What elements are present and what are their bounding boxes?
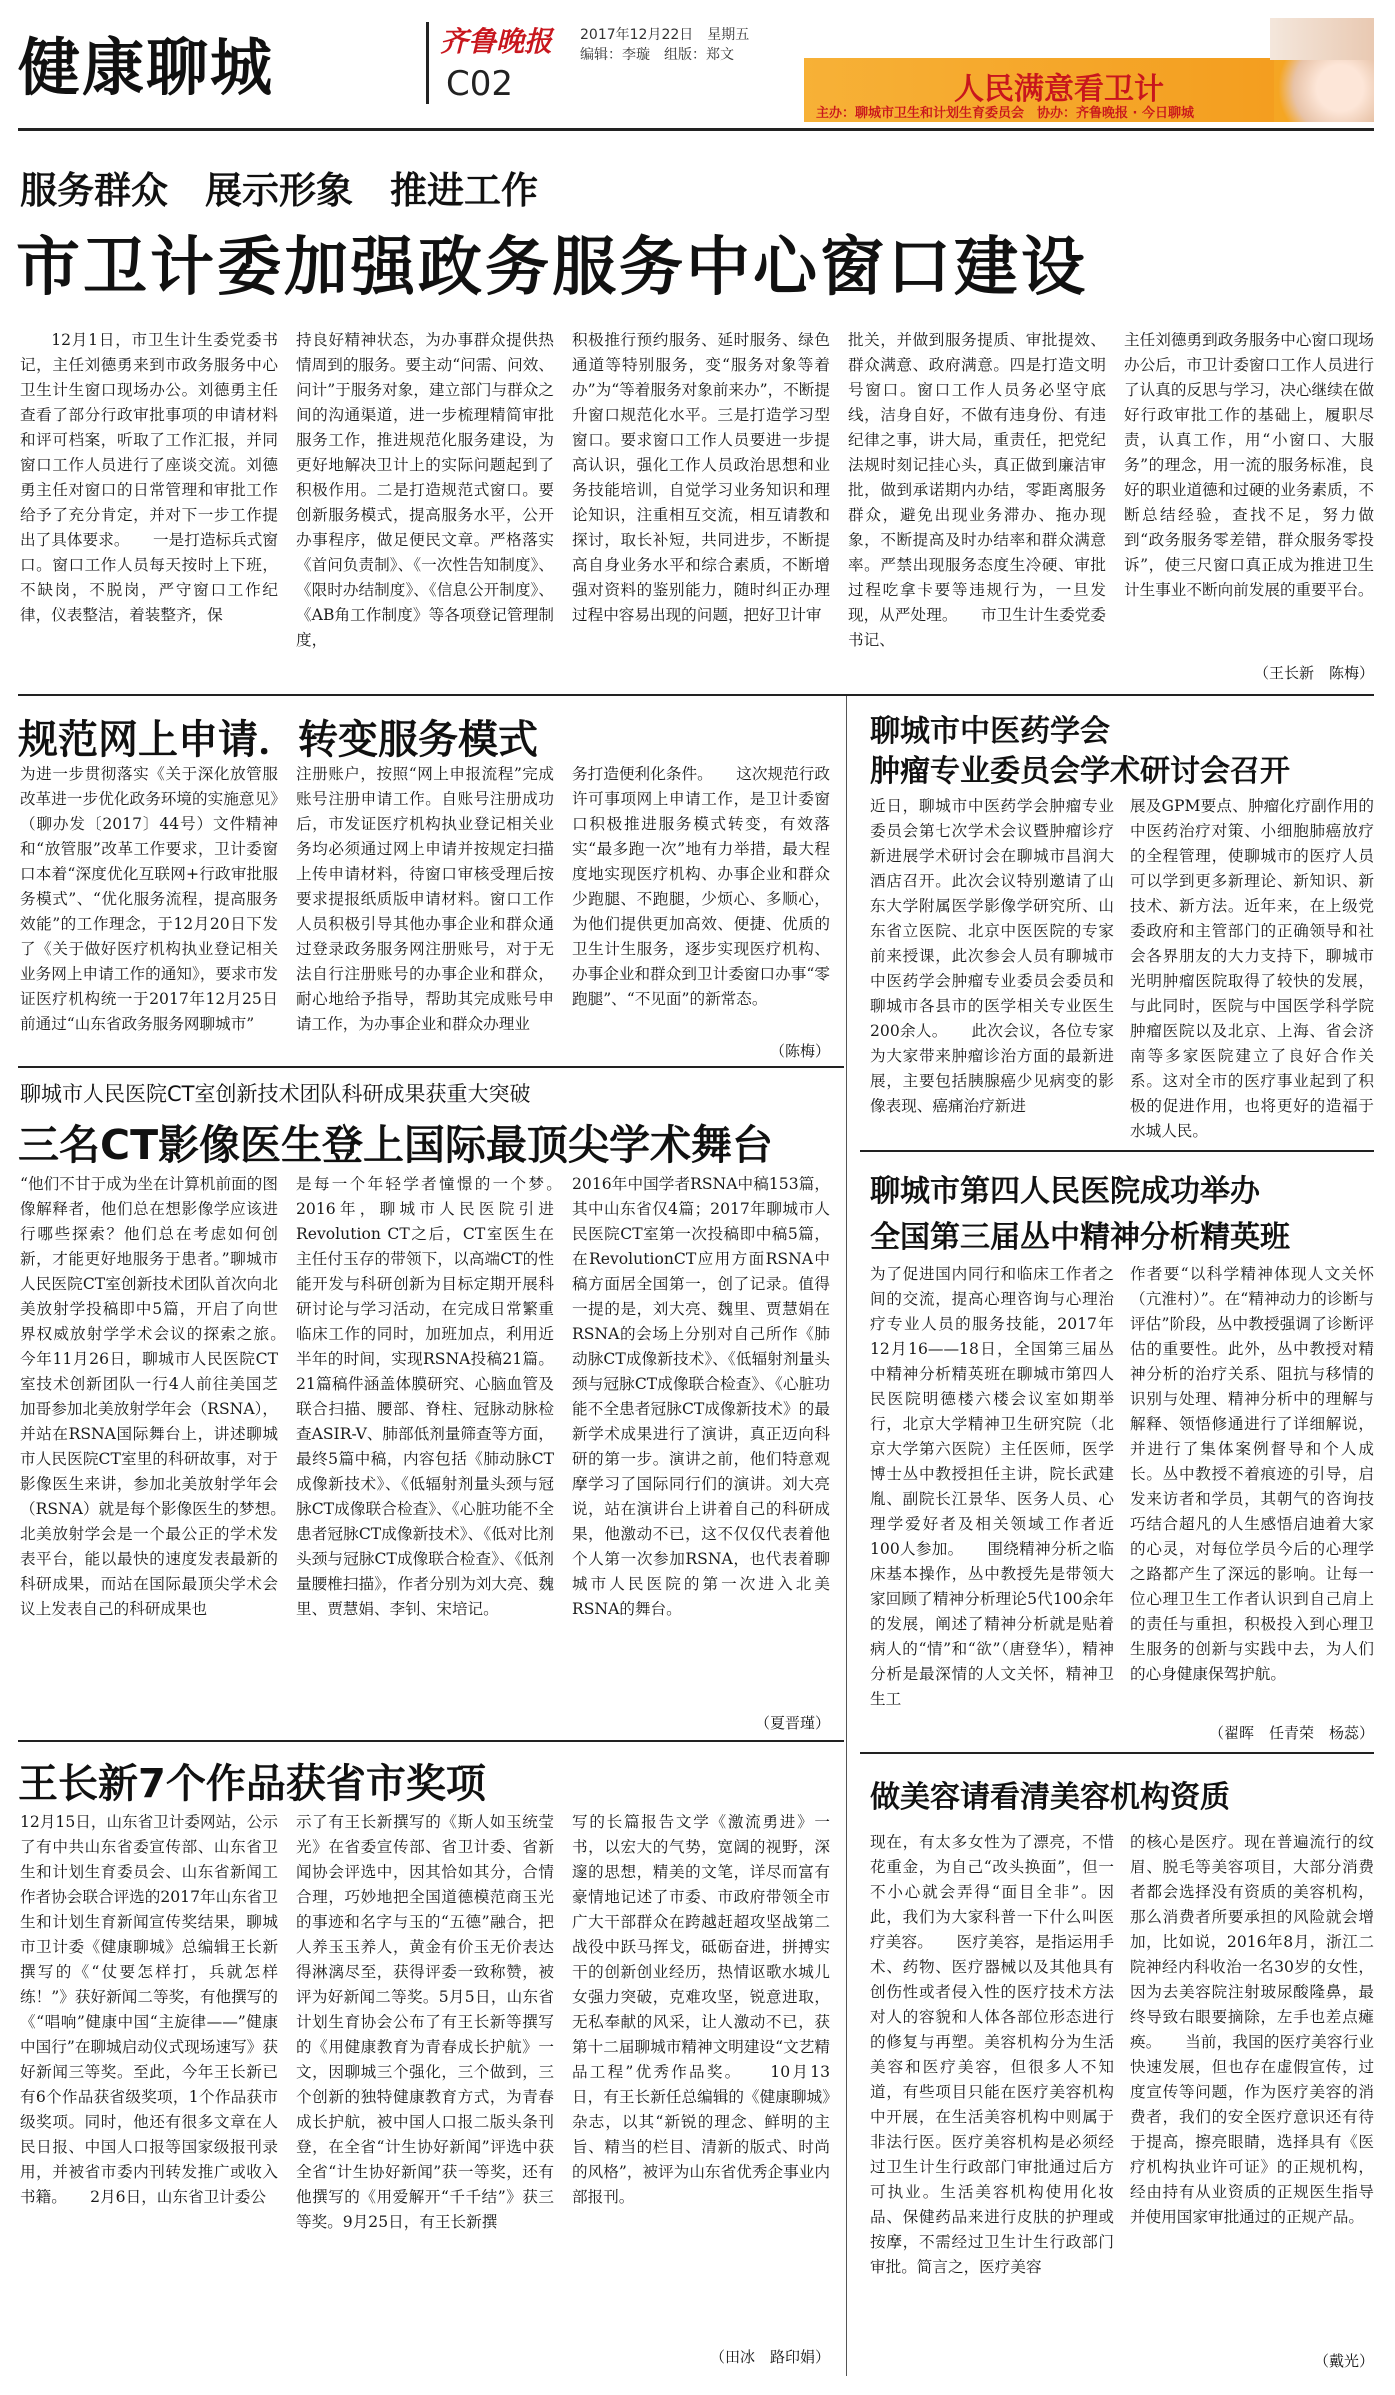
ct-column-3: 2016年中国学者RSNA中稿153篇，其中山东省仅4篇；2017年聊城市人民医院CT室第一次投稿即中稿5篇，在RevolutionCT应用方面RSNA中稿方面居全国第一，创了记录。值得一提的是，刘大亮、魏里、贾慧娟在RSNA的会场上分别对自己所作《肺动脉CT成像新技术》、《低辐射剂量头颈与冠脉CT成像联合检查》、《心脏功能不全患者冠脉CT成像新技术》的最新学术成果进行了演讲，真正迈向科研的第一步。演讲之前，他们特意观摩学习了国际同行们的演讲。刘大亮说，站在演讲台上讲着自己的科研成果，他激动不已，这不仅仅代表着他个人第一次参加RSNA，也代表着聊城市人民医院的第一次进入北美RSNA的舞台。 <box>572 1175 830 1618</box>
beauty-column-1: 现在，有太多女性为了漂亮，不惜花重金，为自己“改头换面”，但一不小心就会弄得“面目全非”。因此，我们为大家科普一下什么叫医疗美容。 医疗美容，是指运用手术、药物、医疗器械以及其他具有创伤性或者侵入性的医疗技术方法对人的容貌和人体各部位形态进行的修复与再塑。美容机构分为生活美容和医疗美容，但很多人不知道，有些项目只能在医疗美容机构中开展，在生活美容机构中则属于非法行医。医疗美容机构是必须经过卫生计生行政部门审批通过后方可执业。生活美容机构使用化妆品、保健药品来进行皮肤的护理或按摩，不需经过卫生计生行政部门审批。简言之，医疗美容 <box>870 1833 1114 2276</box>
ct-column-2: 是每一个年轻学者憧憬的一个梦。 2016年，聊城市人民医院引进Revolution CT之后，CT室医生在主任付玉存的带领下，以高端CT的性能开发与科研创新为目标定期开展科研讨论与学习活动，在完成日常繁重临床工作的同时，加班加点，利用近半年的时间，实现RSNA投稿21篇。21篇稿件涵盖体膜研究、心脑血管及联合扫描、腰部、脊柱、冠脉动脉检查ASIR-V、肺部低剂量筛查等方面，最终5篇中稿，内容包括《肺动脉CT成像新技术》、《低辐射剂量头颈与冠脉CT成像联合检查》、《心脏功能不全患者冠脉CT成像新技术》、《低对比剂头颈与冠脉CT成像联合检查》、《低剂量腰椎扫描》，作者分别为刘大亮、魏里、贾慧娟、李钊、宋培记。 <box>296 1175 554 1618</box>
banner-title: 人民满意看卫计 <box>954 72 1164 107</box>
online-byline: （陈梅） <box>769 1042 830 1060</box>
online-column-1: 为进一步贯彻落实《关于深化放管服改革进一步优化政务环境的实施意见》（聊办发〔2017〕44号）文件精神和“放管服”改革工作要求，卫计委窗口本着“深度优化互联网+行政审批服务模式”、“优化服务流程，提高服务效能”的工作理念，于12月20日下发了《关于做好医疗机构执业登记相关业务网上申请工作的通知》，要求市发证医疗机构统一于2017年12月25日前通过“山东省政务服务网聊城市” <box>20 765 278 1033</box>
beauty-headline: 做美容请看清美容机构资质 <box>870 1780 1230 1815</box>
ct-byline: （夏晋瑾） <box>754 1714 830 1732</box>
tcm-column-2: 展及GPM要点、肿瘤化疗副作用的中医药治疗对策、小细胞肺癌放疗的全程管理，使聊城市的医疗人员可以学到更多新理论、新知识、新技术、新方法。近年来，在上级党委政府和主管部门的正确领导和社会各界朋友的大力支持下，聊城市光明肿瘤医院取得了较快的发展，与此同时，医院与中国医学科学院肿瘤医院以及北京、上海、省会济南等多家医院建立了良好合作关系。这对全市的医疗事业起到了积极的促进作用，也将更好的造福于水城人民。 <box>1130 797 1374 1140</box>
online-column-3: 务打造便利化条件。 这次规范行政许可事项网上申请工作，是卫计委窗口积极推进服务模式转变，有效落实“最多跑一次”地有力举措，最大程度地实现医疗机构、办事企业和群众少跑腿、不跑腿，少烦心、多顺心，为他们提供更加高效、便捷、优质的卫生计生服务，逐步实现医疗机构、办事企业和群众到卫计委窗口办事“零跑腿”、“不见面”的新常态。 <box>572 765 830 1008</box>
weekday-text: 星期五 <box>707 27 750 43</box>
editor-credit <box>580 44 734 64</box>
lead-byline: （王长新 陈梅） <box>1253 664 1374 682</box>
online-headline: 规范网上申请．转变服务模式 <box>18 717 538 763</box>
lead-rule <box>18 694 1374 696</box>
masthead-divider <box>426 22 429 104</box>
banner-credit <box>816 102 1194 121</box>
online-rule <box>18 1066 844 1068</box>
award-column-2: 示了有王长新撰写的《斯人如玉统莹光》在省委宣传部、省卫计委、省新闻协会评选中，因其恰如其分，合情合理，巧妙地把全国道德模范商玉光的事迹和名字与玉的“五德”融合，把人养玉玉养人，黄金有价玉无价表达得淋漓尽至，获得评委一致称赞，被评为好新闻二等奖。5月5日，山东省计划生育协会公布了有王长新等撰写的《用健康教育为青春成长护航》一文，因聊城三个强化，三个做到，三个创新的独特健康教育方式，为青春成长护航，被中国人口报二版头条刊登，在全省“计生协好新闻”评选中获全省“计生协好新闻”获一等奖，还有他撰写的《用爱解开“千千结”》获三等奖。9月25日，有王长新撰 <box>296 1813 554 2231</box>
date-text: 2017年12月22日 <box>580 27 694 43</box>
issue-date <box>580 24 749 44</box>
editor-text: 编辑：李璇 <box>580 47 650 63</box>
mental-rule <box>860 1752 1374 1754</box>
banner-ad <box>804 58 1374 122</box>
section-title: 健康聊城 <box>18 31 275 104</box>
ct-rule <box>18 1740 844 1742</box>
banner-sponsor: 主办：聊城市卫生和计划生育委员会 <box>816 106 1025 121</box>
lead-column-1: 12月1日，市卫生计生委党委书记，主任刘德勇来到市政务服务中心卫生计生窗口现场办公。刘德勇主任查看了部分行政审批事项的申请材料和评可档案，听取了工作汇报，并同窗口工作人员进行了座谈交流。刘德勇主任对窗口的日常管理和审批工作给予了充分肯定，并对下一步工作提出了具体要求。 一是打造标兵式窗口。窗口工作人员每天按时上下班，不缺岗，不脱岗，严守窗口工作纪律，仪表整洁，着装整齐，保 <box>20 331 278 624</box>
award-byline: （田冰 路印娟） <box>709 2348 830 2366</box>
tcm-column-1: 近日，聊城市中医药学会肿瘤专业委员会第七次学术会议暨肿瘤诊疗新进展学术研讨会在聊城市昌润大酒店召开。此次会议特别邀请了山东大学附属医学影像学研究所、山东省立医院、北京中医医院的专家前来授课，此次参会人员有聊城市中医药学会肿瘤专业委员会委员和聊城市各县市的医学相关专业医生200余人。 此次会议，各位专家为大家带来肿瘤诊治方面的最新进展，主要包括胰腺癌少见病变的影像表现、癌痛治疗新进 <box>870 797 1114 1115</box>
beauty-byline: （戴光） <box>1313 2352 1374 2370</box>
mental-byline: （翟晖 任青荣 杨蕊） <box>1208 1724 1374 1742</box>
lead-column-4: 批关，并做到服务提质、审批提效、群众满意、政府满意。四是打造文明号窗口。窗口工作人员务必坚守底线，洁身自好，不做有违身份、有违纪律之事，讲大局，重责任，把党纪法规时刻记挂心头，真正做到廉洁审批，做到承诺期内办结，零距离服务群众，避免出现业务滞办、拖办现象，不断提高及时办结率和群众满意率。严禁出现服务态度生冷硬、审批过程吃拿卡要等违规行为，一旦发现，从严处理。 市卫生计生委党委书记、 <box>848 331 1106 649</box>
beauty-column-2: 的核心是医疗。现在普遍流行的纹眉、脱毛等美容项目，大部分消费者都会选择没有资质的美容机构，那么消费者所要承担的风险就会增加，比如说，2016年8月，浙江二院神经内科收治一名30岁的女性，因为去美容院注射玻尿酸隆鼻，最终导致右眼要摘除，左手也差点瘫痪。 当前，我国的医疗美容行业快速发展，但也存在虚假宣传，过度宣传等问题，作为医疗美容的消费者，我们的安全医疗意识还有待于提高，擦亮眼睛，选择具有《医疗机构执业许可证》的正规机构，经由持有从业资质的正规医生指导并使用国家审批通过的正规产品。 <box>1130 1833 1374 2226</box>
award-column-3: 写的长篇报告文学《激流勇进》一书，以宏大的气势，宽阔的视野，深邃的思想，精美的文笔，详尽而富有豪情地记述了市委、市政府带领全市广大干部群众在跨越赶超攻坚战第二战役中跃马挥戈，砥砺奋进，拼搏实干的创新创业经历，热情讴歌水城儿女强力突破，克难攻坚，锐意进取，无私奉献的风采，让人激动不已，获第十二届聊城市精神文明建设“文艺精品工程”优秀作品奖。 10月13日，有王长新任总编辑的《健康聊城》杂志，以其“新锐的理念、鲜明的主旨、精当的栏目、清新的版式、时尚的风格”，被评为山东省优秀企事业内部报刊。 <box>572 1813 830 2206</box>
award-column-1: 12月15日，山东省卫计委网站，公示了有中共山东省委宣传部、山东省卫生和计划生育委员会、山东省新闻工作者协会联合评选的2017年山东省卫生和计划生育新闻宣传奖结果，聊城市卫计委《健康聊城》总编辑王长新撰写的《“仗要怎样打，兵就怎样练！”》获好新闻二等奖，有他撰写的《“唱响”健康中国“主旋律——”健康中国行”在聊城启动仪式现场速写》获好新闻三等奖。至此，今年王长新已有6个作品获省级奖项，1个作品获市级奖项。同时，他还有很多文章在人民日报、中国人口报等国家级报刊录用，并被省市委内刊转发推广或收入书籍。 2月6日，山东省卫计委公 <box>20 1813 278 2206</box>
tcm-headline-2: 肿瘤专业委员会学术研讨会召开 <box>870 754 1290 789</box>
tcm-rule <box>860 1150 1374 1152</box>
tcm-headline-1: 聊城市中医药学会 <box>870 714 1110 749</box>
mental-headline-1: 聊城市第四人民医院成功举办 <box>870 1174 1260 1209</box>
lead-column-3: 积极推行预约服务、延时服务、绿色通道等特别服务，变“服务对象等着办”为“等着服务对象前来办”，不断提升窗口规范化水平。三是打造学习型窗口。要求窗口工作人员要进一步提高认识，强化工作人员政治思想和业务技能培训，自觉学习业务知识和理论知识，注重相互交流，相互请教和探讨，取长补短，共同进步，不断提高自身业务水平和综合素质，不断增强对资料的鉴别能力，随时纠正办理过程中容易出现的问题，把好卫计审 <box>572 331 830 624</box>
banner-photo-top <box>1270 18 1374 60</box>
lead-headline: 市卫计委加强政务服务中心窗口建设 <box>16 231 1088 305</box>
lead-column-5: 主任刘德勇到政务服务中心窗口现场办公后，市卫计委窗口工作人员进行了认真的反思与学习，决心继续在做好行政审批工作的基础上，履职尽责，认真工作，用“小窗口、大服务”的理念，用一流的服务标准，良好的职业道德和过硬的业务素质，不断总结经验，查找不足，努力做到“政务服务零差错，群众服务零投诉”，使三尺窗口真正成为推进卫生计生事业不断向前发展的重要平台。 <box>1124 331 1374 599</box>
mental-column-1: 为了促进国内同行和临床工作者之间的交流，提高心理咨询与心理治疗专业人员的服务技能，2017年12月16——18日，全国第三届丛中精神分析精英班在聊城市第四人民医院明德楼六楼会议室如期举行，北京大学精神卫生研究院（北京大学第六医院）主任医师，医学博士丛中教授担任主讲，院长武建胤、副院长江景华、医务人员、心理学爱好者及相关领域工作者近100人参加。 围绕精神分析之临床基本操作，丛中教授先是带领大家回顾了精神分析理论5代100余年的发展，阐述了精神分析就是贴着病人的“情”和“欲”（唐登华），精神分析是最深情的人文关怀，精神卫生工 <box>870 1265 1114 1708</box>
ct-headline: 三名CT影像医生登上国际最顶尖学术舞台 <box>18 1121 774 1169</box>
lead-column-2: 持良好精神状态，为办事群众提供热情周到的服务。要主动“问需、问效、问计”于服务对象，建立部门与群众之间的沟通渠道，进一步梳理精简审批服务工作，推进规范化服务建设，为更好地解决卫计上的实际问题起到了积极作用。二是打造规范式窗口。要创新服务模式，提高服务水平，公开办事程序，做足便民文章。严格落实《首问负责制》、《一次性告知制度》、《限时办结制度》、《信息公开制度》、《AB角工作制度》等各项登记管理制度， <box>296 331 554 649</box>
award-headline: 王长新7个作品获省市奖项 <box>18 1761 486 1807</box>
ct-kicker: 聊城市人民医院CT室创新技术团队科研成果获重大突破 <box>20 1082 531 1106</box>
online-column-2: 注册账户，按照“网上申报流程”完成账号注册申请工作。自账号注册成功后，市发证医疗机构执业登记相关业务均必须通过网上申请并按规定扫描上传申请材料，待窗口审核受理后按要求提报纸质版申请材料。窗口工作人员积极引导其他办事企业和群众通过登录政务服务网注册账号，对于无法自行注册账号的办事企业和群众，耐心地给予指导，帮助其完成账号申请工作，为办事企业和群众办理业 <box>296 765 554 1033</box>
mental-headline-2: 全国第三届丛中精神分析精英班 <box>870 1220 1290 1255</box>
nurse-photo <box>1274 58 1374 122</box>
mental-column-2: 作者要“以科学精神体现人文关怀（亢淮村）”。在“精神动力的诊断与评估”阶段，丛中教授强调了诊断评估的重要性。此外，丛中教授对精神分析的治疗关系、阻抗与移情的识别与处理、精神分析中的理解与解释、领悟修通进行了详细解说，并进行了集体案例督导和个人成长。丛中教授不着痕迹的引导，启发来访者和学员，其朝气的咨询技巧结合超凡的人生感悟启迪着大家的心灵，对每位学员今后的心理学之路都产生了深远的影响。让每一位心理卫生工作者认识到自己肩上的责任与重担，积极投入到心理卫生服务的创新与实践中去，为人们的心身健康保驾护航。 <box>1130 1265 1374 1683</box>
right-column-divider <box>846 696 847 2376</box>
designer-text: 组版：郑文 <box>664 47 734 63</box>
lead-kicker: 服务群众 展示形象 推进工作 <box>20 169 538 212</box>
banner-co: 协办：齐鲁晚报 · 今日聊城 <box>1037 106 1195 121</box>
paper-logo: 齐鲁晚报 <box>440 25 553 58</box>
page-number: C02 <box>446 64 514 104</box>
masthead-rule <box>18 128 1374 131</box>
ct-column-1: “他们不甘于成为坐在计算机前面的图像解释者，他们总在想影像学应该进行哪些探索？他们总在考虑如何创新，才能更好地服务于患者。”聊城市人民医院CT室创新技术团队首次向北美放射学投稿即中5篇，开启了向世界权威放射学学术会议的探索之旅。 今年11月26日，聊城市人民医院CT室技术创新团队一行4人前往美国芝加哥参加北美放射学年会（RSNA），并站在RSNA国际舞台上，讲述聊城市人民医院CT室里的科研故事，对于影像医生来讲，参加北美放射学年会（RSNA）就是每个影像医生的梦想。 北美放射学会是一个最公正的学术发表平台，能以最快的速度发表最新的科研成果，而站在国际最顶尖学术会议上发表自己的科研成果也 <box>20 1175 278 1618</box>
